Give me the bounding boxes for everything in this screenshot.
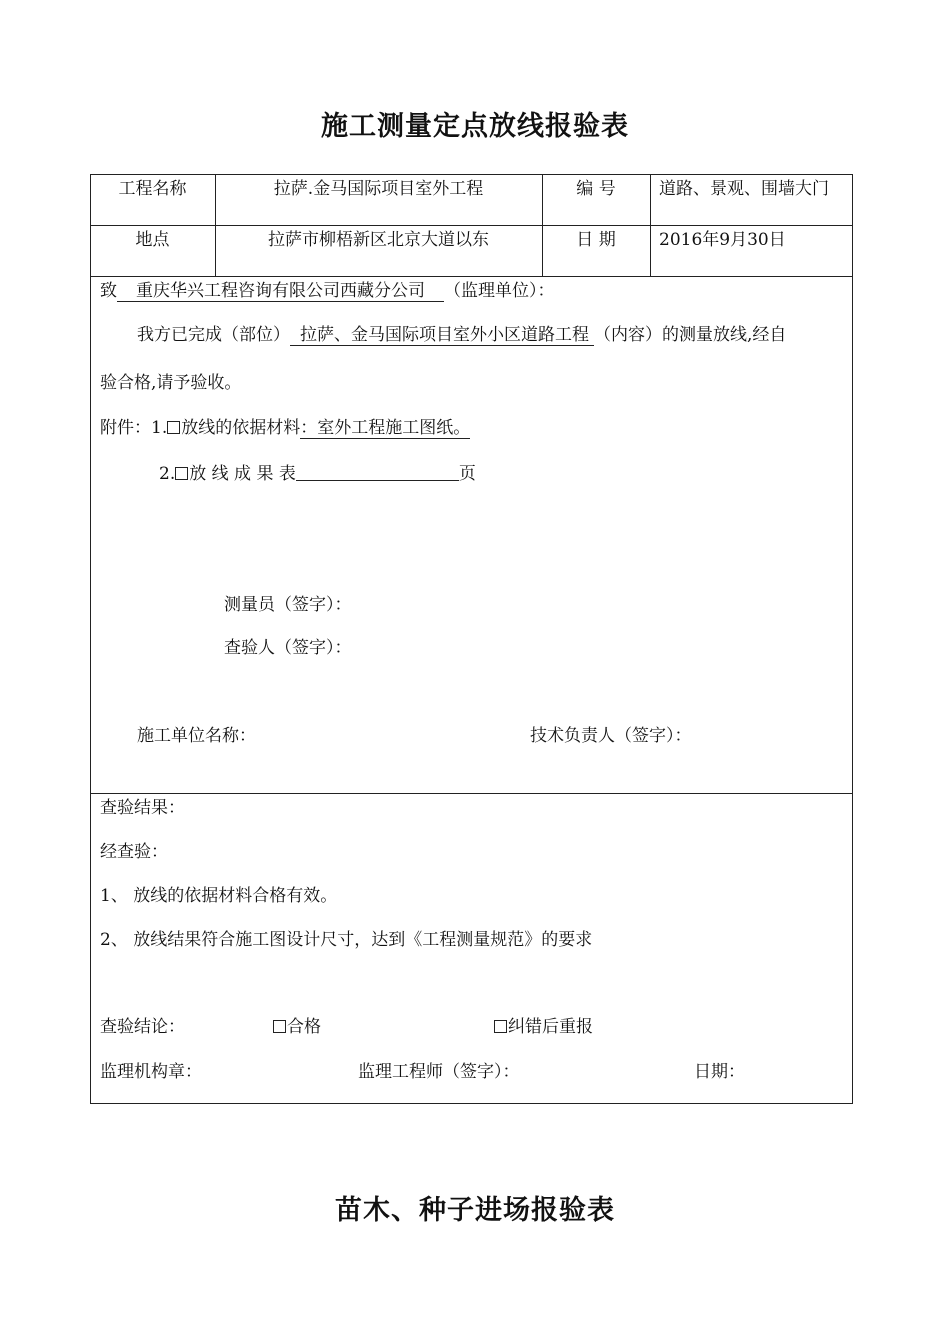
checkbox-icon[interactable] [175, 467, 188, 480]
attach2-num: 2. [159, 464, 176, 484]
completed-suffix: （内容）的测量放线,经自 [594, 325, 787, 345]
completion-statement-line2: 验合格,请予验收。 [100, 373, 242, 393]
location-label: 地点 [135, 230, 170, 250]
surveyor-signature: 测量员（签字）： [224, 595, 352, 615]
attach1-value: ：室外工程施工图纸。 [300, 418, 471, 438]
form-table [90, 174, 853, 1104]
attach2-text: 放 线 成 果 表 [189, 464, 296, 484]
resubmit-label: 纠错后重报 [508, 1017, 593, 1037]
checked-label: 经查验： [100, 842, 168, 862]
result-label: 查验结果： [100, 798, 185, 818]
completion-statement [137, 324, 786, 346]
result-item-2: 2、 放线结果符合施工图设计尺寸，达到《工程测量规范》的要求 [100, 930, 593, 950]
resubmit-option[interactable] [494, 1016, 593, 1038]
date-label: 日 期 [576, 230, 616, 250]
row-divider [90, 276, 853, 277]
attach2-unit: 页 [458, 464, 476, 484]
form-title: 施工测量定点放线报验表 [321, 111, 629, 142]
date-value: 2016年9月30日 [659, 230, 786, 250]
section-divider [90, 793, 853, 794]
column-divider [650, 174, 651, 276]
pages-blank[interactable] [296, 462, 459, 481]
conclusion-label: 查验结论： [100, 1017, 185, 1037]
number-value: 道路、景观、围墙大门 [659, 179, 829, 199]
tech-lead-signature: 技术负责人（签字）： [530, 726, 692, 746]
attachment-1 [100, 417, 470, 439]
to-suffix: （监理单位）： [444, 281, 555, 301]
attachment-2 [159, 462, 476, 485]
attach-label: 附件：1. [100, 418, 168, 438]
project-name-value: 拉萨.金马国际项目室外工程 [273, 179, 484, 199]
checkbox-icon[interactable] [167, 421, 180, 434]
pass-label: 合格 [287, 1017, 321, 1037]
row-divider [90, 225, 853, 226]
checkbox-icon[interactable] [494, 1020, 507, 1033]
contractor-name: 施工单位名称： [137, 726, 256, 746]
supervisor-unit: 重庆华兴工程咨询有限公司西藏分公司 [117, 281, 444, 302]
completed-part: 拉萨、金马国际项目室外小区道路工程 [290, 325, 594, 346]
attach1-text: 放线的依据材料 [181, 418, 301, 438]
addressee-line [100, 280, 555, 302]
pass-option[interactable] [273, 1016, 321, 1038]
second-form-title: 苗木、种子进场报验表 [335, 1195, 615, 1226]
supervision-seal: 监理机构章： [100, 1062, 202, 1082]
result-date: 日期： [694, 1062, 745, 1082]
number-label: 编 号 [576, 179, 616, 199]
completed-prefix: 我方已完成（部位） [137, 325, 290, 345]
to-prefix: 致 [100, 281, 117, 301]
inspector-signature: 查验人（签字）： [224, 638, 352, 658]
checkbox-icon[interactable] [273, 1020, 286, 1033]
project-name-label: 工程名称 [118, 179, 187, 199]
location-value: 拉萨市柳梧新区北京大道以东 [268, 230, 489, 250]
engineer-signature: 监理工程师（签字）： [358, 1062, 520, 1082]
result-item-1: 1、 放线的依据材料合格有效。 [100, 886, 338, 906]
